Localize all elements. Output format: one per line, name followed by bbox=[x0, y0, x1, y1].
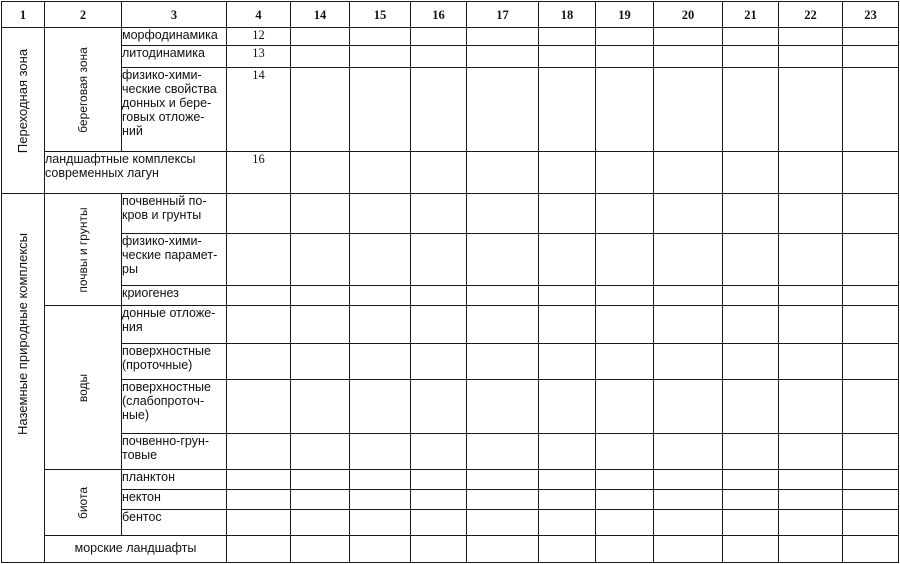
table-row bbox=[2, 306, 899, 344]
row-number: 14 bbox=[227, 68, 291, 152]
row-label: нектон bbox=[122, 490, 227, 510]
col-header: 15 bbox=[350, 2, 411, 28]
table-row bbox=[2, 68, 899, 152]
table-row bbox=[2, 510, 899, 536]
zone-cell-transition bbox=[2, 28, 45, 194]
col-header: 3 bbox=[122, 2, 227, 28]
table-row bbox=[2, 490, 899, 510]
col-header: 22 bbox=[779, 2, 843, 28]
table-row bbox=[2, 152, 899, 194]
row-label: поверхностные (слабопроточ- ные) bbox=[122, 380, 227, 434]
row-label: планктон bbox=[122, 470, 227, 490]
col-header: 23 bbox=[843, 2, 899, 28]
row-label: физико-хими- ческие свойства донных и бере- говых отложе- ний bbox=[122, 68, 227, 152]
zone-cell-terrestrial bbox=[2, 194, 45, 563]
group-cell-biota bbox=[45, 470, 122, 536]
row-label: донные отложе- ния bbox=[122, 306, 227, 344]
row-number: 13 bbox=[227, 46, 291, 68]
col-header: 16 bbox=[411, 2, 467, 28]
col-header: 20 bbox=[654, 2, 723, 28]
table-row bbox=[2, 434, 899, 470]
group-label: биота bbox=[76, 486, 90, 519]
group-cell-soils bbox=[45, 194, 122, 306]
col-header: 21 bbox=[723, 2, 779, 28]
row-label: криогенез bbox=[122, 286, 227, 306]
col-header: 18 bbox=[539, 2, 596, 28]
zone-label: Переходная зона bbox=[15, 48, 30, 153]
row-label: физико-хими- ческие парамет- ры bbox=[122, 234, 227, 286]
table-row bbox=[2, 470, 899, 490]
row-label: поверхностные (проточные) bbox=[122, 344, 227, 380]
row-label: почвенно-грун- товые bbox=[122, 434, 227, 470]
row-label: бентос bbox=[122, 510, 227, 536]
col-header: 19 bbox=[596, 2, 654, 28]
table-row bbox=[2, 286, 899, 306]
table-row bbox=[2, 380, 899, 434]
group-cell-waters bbox=[45, 306, 122, 470]
table-row bbox=[2, 234, 899, 286]
row-label: морфодинамика bbox=[122, 28, 227, 46]
col-header: 14 bbox=[291, 2, 350, 28]
row-label: морские ландшафты bbox=[45, 536, 227, 563]
col-header: 2 bbox=[45, 2, 122, 28]
group-cell-coastal bbox=[45, 28, 122, 152]
table-row bbox=[2, 536, 899, 563]
row-number: 16 bbox=[227, 152, 291, 194]
row-label: почвенный по- кров и грунты bbox=[122, 194, 227, 234]
row-label: литодинамика bbox=[122, 46, 227, 68]
group-label: воды bbox=[76, 373, 90, 402]
table-row bbox=[2, 46, 899, 68]
row-label: ландшафтные комплексы современных лагун bbox=[45, 152, 227, 194]
table-row bbox=[2, 344, 899, 380]
col-header: 4 bbox=[227, 2, 291, 28]
zone-label: Наземные природные комплексы bbox=[15, 232, 30, 435]
group-label: почвы и грунты bbox=[76, 206, 90, 293]
col-header: 17 bbox=[467, 2, 539, 28]
table-row bbox=[2, 194, 899, 234]
row-number: 12 bbox=[227, 28, 291, 46]
col-header: 1 bbox=[2, 2, 45, 28]
header-row bbox=[2, 2, 899, 28]
table-row bbox=[2, 28, 899, 46]
group-label: береговая зона bbox=[76, 46, 90, 133]
monitoring-matrix-table bbox=[1, 1, 899, 563]
